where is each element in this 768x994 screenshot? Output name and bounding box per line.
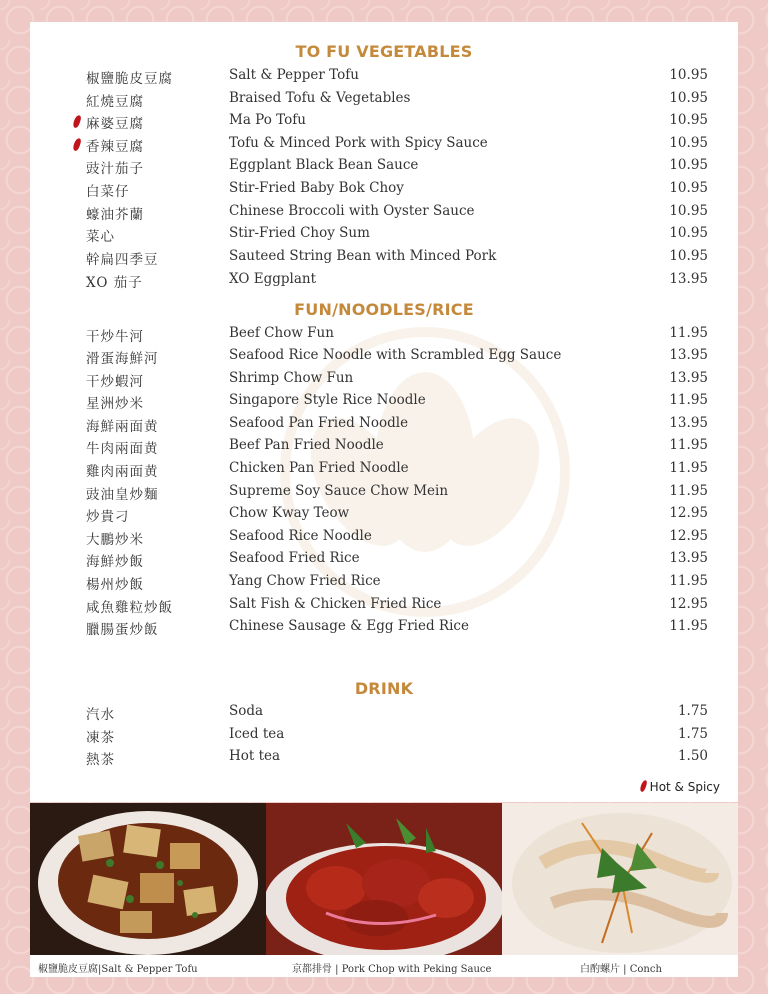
item-chinese-name: 牛肉兩面黄 <box>86 441 159 457</box>
item-price: 10.95 <box>669 180 708 196</box>
item-english-name: Soda <box>229 703 264 719</box>
item-price: 13.95 <box>669 271 708 287</box>
menu-item <box>30 596 738 618</box>
menu-item <box>30 573 738 595</box>
menu-item <box>30 347 738 369</box>
item-english-name: Stir-Fried Choy Sum <box>229 225 370 241</box>
menu-item <box>30 203 738 225</box>
item-price: 10.95 <box>669 135 708 151</box>
chili-pepper-icon <box>639 780 647 793</box>
item-price: 11.95 <box>669 392 708 408</box>
legend-label: Hot & Spicy <box>649 780 720 794</box>
item-price: 13.95 <box>669 550 708 566</box>
item-chinese-name: 干炒蝦河 <box>86 374 144 390</box>
item-english-name: Ma Po Tofu <box>229 112 306 128</box>
item-price: 11.95 <box>669 460 708 476</box>
item-english-name: Beef Pan Fried Noodle <box>229 437 384 453</box>
menu-item <box>30 748 738 770</box>
item-price: 10.95 <box>669 225 708 241</box>
item-english-name: Salt Fish & Chicken Fried Rice <box>229 596 442 612</box>
menu-item <box>30 703 738 725</box>
item-price: 10.95 <box>669 112 708 128</box>
menu-item <box>30 392 738 414</box>
item-chinese-name: 豉油皇炒麵 <box>86 487 159 503</box>
item-english-name: Supreme Soy Sauce Chow Mein <box>229 483 449 499</box>
item-price: 12.95 <box>669 528 708 544</box>
item-price: 12.95 <box>669 596 708 612</box>
item-english-name: Chinese Broccoli with Oyster Sauce <box>229 203 475 219</box>
item-english-name: Tofu & Minced Pork with Spicy Sauce <box>229 135 488 151</box>
item-english-name: Chow Kway Teow <box>229 505 350 521</box>
item-english-name: Shrimp Chow Fun <box>229 370 354 386</box>
item-chinese-name: 海鮮兩面黄 <box>86 419 159 435</box>
item-english-name: Beef Chow Fun <box>229 325 334 341</box>
item-english-name: Stir-Fried Baby Bok Choy <box>229 180 404 196</box>
item-english-name: Seafood Rice Noodle <box>229 528 372 544</box>
section-title-drink: DRINK <box>354 679 414 698</box>
item-chinese-name: 海鮮炒飯 <box>86 554 144 570</box>
menu-item <box>30 528 738 550</box>
menu-item <box>30 460 738 482</box>
item-price: 11.95 <box>669 325 708 341</box>
item-price: 11.95 <box>669 573 708 589</box>
photo-captions <box>30 955 738 977</box>
menu-item <box>30 437 738 459</box>
salt-pepper-tofu-image <box>30 803 266 955</box>
menu-item <box>30 415 738 437</box>
menu-item <box>30 180 738 202</box>
item-english-name: Braised Tofu & Vegetables <box>229 90 411 106</box>
spicy-legend <box>641 780 720 794</box>
item-price: 1.75 <box>677 726 708 742</box>
item-chinese-name: 麻婆豆腐 <box>86 116 144 132</box>
item-price: 1.75 <box>677 703 708 719</box>
item-english-name: XO Eggplant <box>229 271 316 287</box>
item-chinese-name: 干炒牛河 <box>86 329 144 345</box>
item-english-name: Iced tea <box>229 726 285 742</box>
item-price: 13.95 <box>669 347 708 363</box>
conch-photo <box>502 803 738 955</box>
item-chinese-name: 熱茶 <box>86 752 115 768</box>
item-chinese-name: 星洲炒米 <box>86 396 144 412</box>
item-chinese-name: 汽水 <box>86 707 115 723</box>
item-chinese-name: 紅燒豆腐 <box>86 94 144 110</box>
chili-pepper-icon <box>72 114 82 128</box>
item-chinese-name: 炒貴刁 <box>86 509 130 525</box>
item-chinese-name: 豉汁茄子 <box>86 161 144 177</box>
item-english-name: Yang Chow Fried Rice <box>229 573 381 589</box>
item-price: 10.95 <box>669 203 708 219</box>
item-chinese-name: 椒鹽脆皮豆腐 <box>86 71 173 87</box>
menu-item <box>30 225 738 247</box>
menu-item <box>30 135 738 157</box>
item-english-name: Salt & Pepper Tofu <box>229 67 359 83</box>
item-chinese-name: 菜心 <box>86 229 115 245</box>
conch-image <box>502 803 738 955</box>
item-chinese-name: 咸魚雞粒炒飯 <box>86 600 173 616</box>
menu-item <box>30 726 738 748</box>
item-english-name: Chicken Pan Fried Noodle <box>229 460 409 476</box>
item-english-name: Hot tea <box>229 748 281 764</box>
menu-page <box>30 22 738 802</box>
caption-pork-chop: 京都排骨 | Pork Chop with Peking Sauce <box>292 964 492 975</box>
item-chinese-name: 滑蛋海鮮河 <box>86 351 159 367</box>
tofu-photo <box>30 803 266 955</box>
item-english-name: Eggplant Black Bean Sauce <box>229 157 419 173</box>
caption-tofu: 椒鹽脆皮豆腐|Salt & Pepper Tofu <box>38 964 198 975</box>
item-chinese-name: 臘腸蛋炒飯 <box>86 622 159 638</box>
menu-item <box>30 157 738 179</box>
peking-pork-chop-image <box>266 803 502 955</box>
menu-item <box>30 550 738 572</box>
item-english-name: Sauteed String Bean with Minced Pork <box>229 248 497 264</box>
item-english-name: Singapore Style Rice Noodle <box>229 392 426 408</box>
menu-item <box>30 483 738 505</box>
item-price: 13.95 <box>669 370 708 386</box>
item-price: 10.95 <box>669 157 708 173</box>
item-price: 11.95 <box>669 618 708 634</box>
item-price: 12.95 <box>669 505 708 521</box>
menu-item <box>30 370 738 392</box>
item-chinese-name: 香辣豆腐 <box>86 139 144 155</box>
item-price: 11.95 <box>669 483 708 499</box>
item-chinese-name: 幹扁四季豆 <box>86 252 159 268</box>
item-english-name: Seafood Rice Noodle with Scrambled Egg Sauce <box>229 347 562 363</box>
item-price: 10.95 <box>669 90 708 106</box>
section-title-tofu: TO FU VEGETABLES <box>295 42 473 61</box>
menu-item <box>30 271 738 293</box>
menu-item <box>30 67 738 89</box>
menu-item <box>30 618 738 640</box>
chili-pepper-icon <box>72 137 82 151</box>
item-chinese-name: 蠔油芥蘭 <box>86 207 144 223</box>
item-chinese-name: 大鵬炒米 <box>86 532 144 548</box>
item-chinese-name: 楊州炒飯 <box>86 577 144 593</box>
item-price: 10.95 <box>669 248 708 264</box>
item-price: 11.95 <box>669 437 708 453</box>
item-price: 10.95 <box>669 67 708 83</box>
item-english-name: Seafood Pan Fried Noodle <box>229 415 409 431</box>
menu-item <box>30 325 738 347</box>
menu-item <box>30 112 738 134</box>
menu-item <box>30 90 738 112</box>
pork-chop-photo <box>266 803 502 955</box>
item-chinese-name: 雞肉兩面黄 <box>86 464 159 480</box>
item-chinese-name: 凍茶 <box>86 730 115 746</box>
menu-item <box>30 505 738 527</box>
item-english-name: Seafood Fried Rice <box>229 550 360 566</box>
section-title-noodles: FUN/NOODLES/RICE <box>294 300 474 319</box>
menu-item <box>30 248 738 270</box>
caption-conch: 白酌螺片 | Conch <box>580 964 662 975</box>
item-chinese-name: XO 茄子 <box>86 275 143 291</box>
photo-strip <box>30 803 738 955</box>
item-chinese-name: 白菜仔 <box>86 184 130 200</box>
item-price: 13.95 <box>669 415 708 431</box>
item-english-name: Chinese Sausage & Egg Fried Rice <box>229 618 469 634</box>
item-price: 1.50 <box>677 748 708 764</box>
